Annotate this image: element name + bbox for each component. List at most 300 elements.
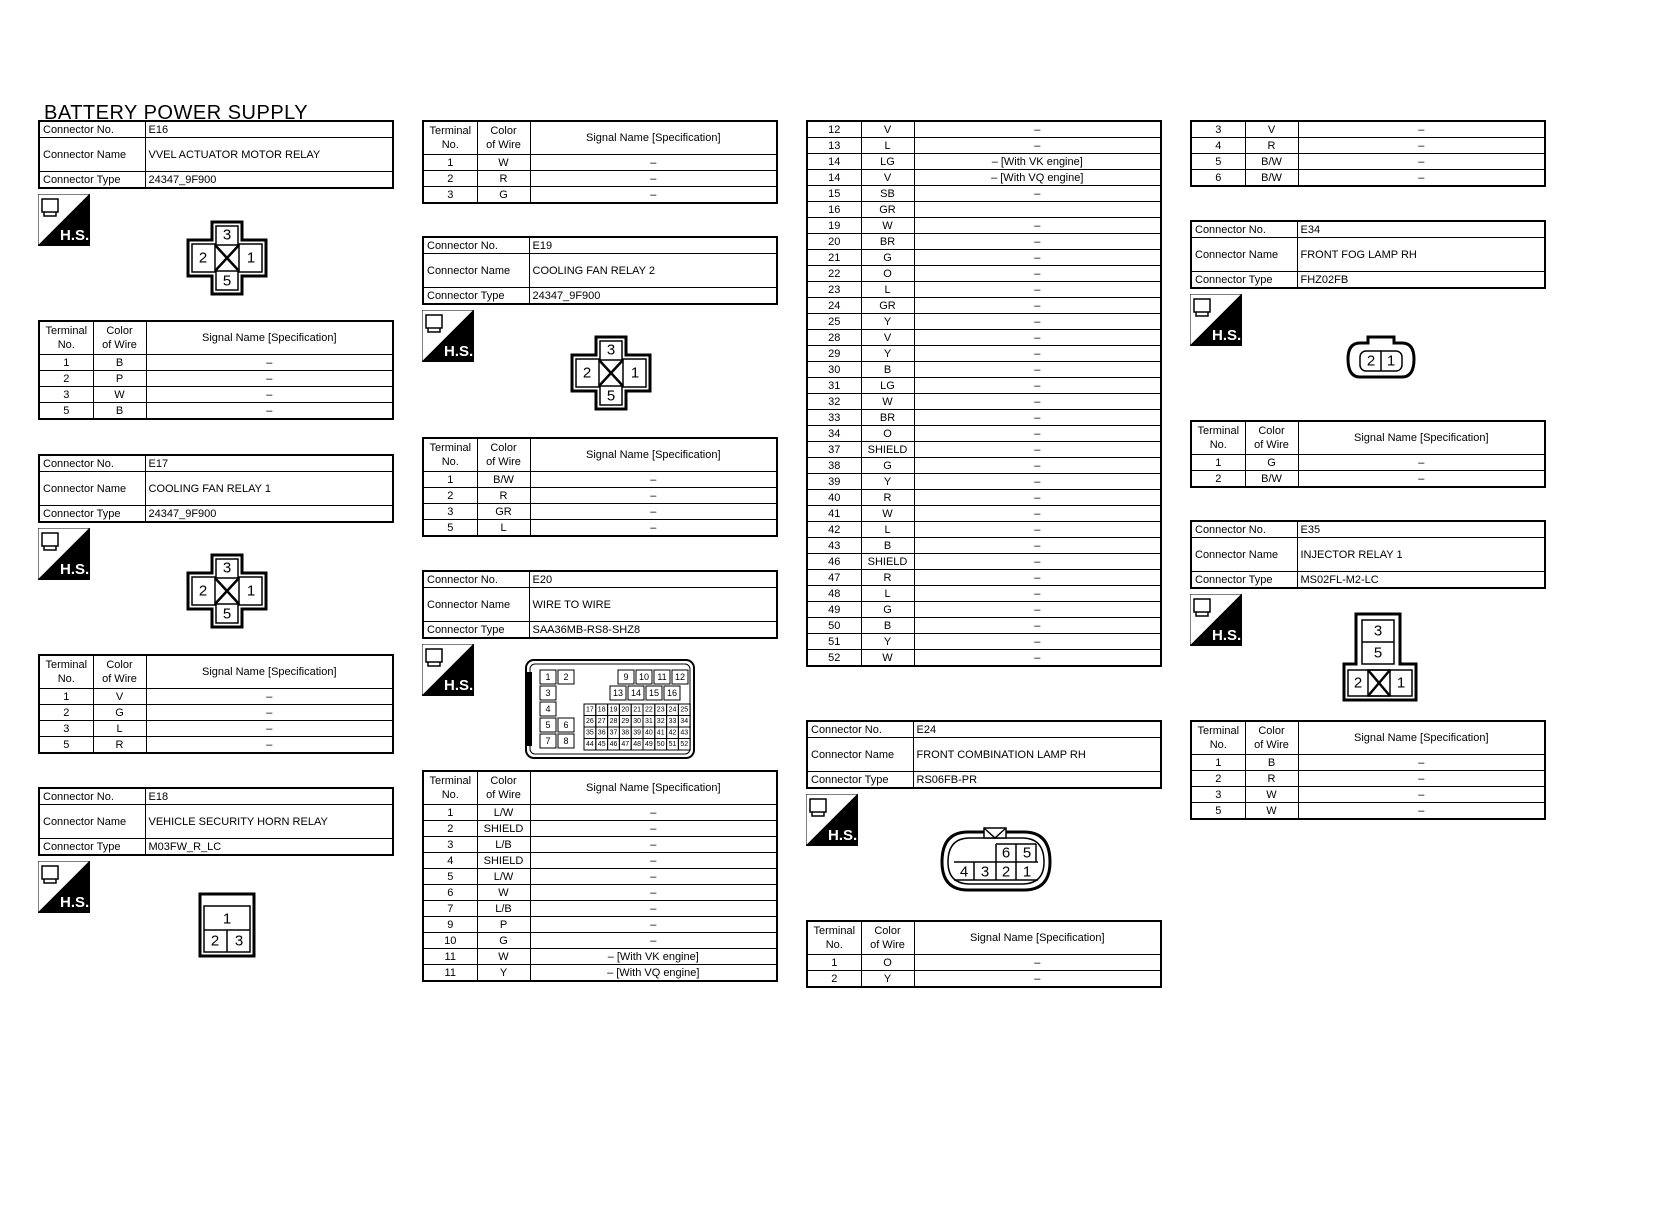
harness-side-icon	[1190, 594, 1242, 646]
harness-side-icon	[38, 528, 90, 580]
wire-color: B/W	[1261, 171, 1282, 184]
table-row	[807, 170, 1161, 186]
table-row	[423, 949, 777, 965]
signal-header: Signal Name [Specification]	[585, 449, 721, 461]
signal-name: –	[1034, 251, 1041, 264]
color-header-2: of Wire	[1254, 439, 1289, 451]
pin-label: 5	[1022, 844, 1032, 862]
terminal-no: 43	[828, 539, 841, 552]
table-row	[423, 488, 777, 504]
terminal-no: 21	[828, 251, 841, 264]
pin-label: 23	[656, 706, 665, 714]
table-row	[807, 955, 1161, 971]
harness-side-icon	[422, 644, 474, 696]
table-row	[807, 346, 1161, 362]
connector-face	[198, 892, 256, 958]
hs-label: H.S.	[1212, 627, 1242, 644]
signal-header: Signal Name [Specification]	[201, 332, 337, 344]
connector-name-value: FRONT FOG LAMP RH	[1300, 248, 1417, 261]
table-row	[807, 442, 1161, 458]
terminal-no: 3	[447, 838, 454, 851]
signal-name: –	[1034, 187, 1041, 200]
pin-label: 32	[656, 717, 665, 725]
signal-header: Signal Name [Specification]	[1353, 732, 1489, 744]
wire-color: O	[883, 427, 892, 440]
connector-type-label: Connector Type	[811, 773, 889, 786]
terminal-no: 42	[828, 523, 841, 536]
table-row	[1191, 803, 1545, 820]
terminal-no: 1	[447, 806, 454, 819]
table-row	[423, 187, 777, 204]
signal-name: –	[1034, 235, 1041, 248]
pin-label: 1	[222, 910, 232, 928]
connector-no-label: Connector No.	[1195, 523, 1266, 536]
table-row	[39, 721, 393, 737]
pin-label: 21	[633, 706, 641, 714]
wire-color: L	[500, 521, 507, 534]
signal-name: –	[1418, 472, 1425, 485]
wire-color: L/W	[493, 870, 514, 883]
pin-label: 3	[980, 863, 990, 881]
connector-type-label: Connector Type	[427, 623, 505, 636]
connector-type-value: FHZ02FB	[1300, 273, 1349, 286]
wire-color: Y	[883, 315, 892, 328]
connector-name-value: WIRE TO WIRE	[532, 598, 611, 611]
terminal-no: 5	[447, 870, 454, 883]
signal-name: –	[1034, 571, 1041, 584]
connector-face	[1340, 612, 1420, 702]
signal-name: –	[266, 738, 273, 751]
table-row	[423, 155, 777, 171]
pin-label: 25	[680, 706, 689, 714]
connector-e24-diagram	[940, 826, 1052, 897]
color-header-2: of Wire	[102, 339, 137, 351]
color-header-2: of Wire	[102, 673, 137, 685]
pin-label: 8	[563, 736, 569, 746]
signal-name: –	[1418, 772, 1425, 785]
terminal-header-2: No.	[57, 339, 75, 351]
wire-color: B	[883, 619, 892, 632]
table-row	[807, 234, 1161, 250]
connector-name-label: Connector Name	[427, 598, 511, 611]
terminal-no: 14	[828, 171, 841, 184]
table-row	[423, 805, 777, 821]
table-row	[423, 853, 777, 869]
terminal-table	[1190, 720, 1546, 820]
table-row	[39, 403, 393, 420]
table-row	[423, 869, 777, 885]
pin-label: 6	[1001, 844, 1011, 862]
table-row	[807, 522, 1161, 538]
terminal-no: 24	[828, 299, 841, 312]
pin-label: 29	[621, 717, 630, 725]
harness-side-icon	[806, 794, 858, 846]
connector-type-value: M03FW_R_LC	[148, 840, 222, 853]
signal-header: Signal Name [Specification]	[585, 132, 721, 144]
signal-name: –	[266, 388, 273, 401]
connector-info-table	[806, 720, 1162, 789]
terminal-no: 10	[444, 934, 457, 947]
terminal-table	[806, 920, 1162, 988]
wire-color: B	[115, 356, 124, 369]
wire-color: Y	[499, 966, 508, 979]
pin-label: 27	[597, 717, 606, 725]
signal-name: –	[1418, 788, 1425, 801]
terminal-table	[422, 120, 778, 204]
table-row	[423, 917, 777, 933]
color-header: Color	[106, 325, 133, 337]
connector-type-value: 24347_9F900	[148, 507, 217, 520]
wire-color: SHIELD	[867, 555, 908, 568]
table-row	[807, 586, 1161, 602]
wire-color: V	[115, 690, 124, 703]
table-row	[39, 355, 393, 371]
wire-color: R	[883, 571, 892, 584]
connector-e16-diagram	[186, 220, 268, 301]
terminal-no: 2	[447, 822, 454, 835]
signal-name: –	[266, 690, 273, 703]
wire-color: V	[883, 331, 892, 344]
hs-label: H.S.	[444, 343, 474, 360]
connector-type-value: 24347_9F900	[148, 173, 217, 186]
wire-color: B/W	[1261, 472, 1282, 485]
wire-color: W	[498, 156, 509, 169]
connector-face	[1346, 335, 1416, 381]
wire-color: L	[116, 722, 123, 735]
pin-label: 24	[668, 706, 677, 714]
pin-label: 31	[645, 717, 653, 725]
terminal-no: 47	[828, 571, 841, 584]
connector-name-value: COOLING FAN RELAY 1	[148, 482, 271, 495]
wire-color: SB	[880, 187, 895, 200]
connector-e24-terminals	[806, 920, 1162, 988]
terminal-no: 6	[447, 886, 454, 899]
harness-side-icon	[1190, 294, 1242, 346]
table-row	[807, 410, 1161, 426]
pin-label: 22	[645, 706, 653, 714]
connector-type-value: RS06FB-PR	[916, 773, 978, 786]
signal-name: –	[1034, 972, 1041, 985]
signal-name: –	[650, 854, 657, 867]
terminal-no: 3	[447, 188, 454, 201]
signal-name: –	[1034, 283, 1041, 296]
table-row	[807, 634, 1161, 650]
connector-info-table	[422, 236, 778, 305]
terminal-header-2: No.	[441, 139, 459, 151]
table-row	[1191, 787, 1545, 803]
connector-no-label: Connector No.	[43, 123, 114, 136]
connector-no-value: E18	[148, 790, 169, 803]
terminal-no: 2	[1215, 772, 1222, 785]
pin-label: 3	[222, 559, 232, 577]
signal-name: –	[650, 521, 657, 534]
terminal-no: 2	[447, 172, 454, 185]
harness-side-icon	[38, 861, 90, 913]
table-row	[807, 490, 1161, 506]
table-row	[1191, 170, 1545, 187]
pin-label: 37	[609, 729, 618, 737]
signal-name: –	[650, 918, 657, 931]
table-row	[807, 330, 1161, 346]
wire-color: R	[499, 489, 508, 502]
signal-name: –	[650, 934, 657, 947]
wire-color: W	[498, 886, 509, 899]
pin-label: 52	[680, 740, 689, 748]
terminal-no: 1	[63, 356, 70, 369]
table-row	[423, 504, 777, 520]
color-header-2: of Wire	[486, 789, 521, 801]
table-row	[423, 837, 777, 853]
pin-label: 6	[563, 720, 569, 730]
table-row	[1191, 771, 1545, 787]
wire-color: W	[882, 651, 893, 664]
signal-name: –	[1034, 635, 1041, 648]
connector-name-label: Connector Name	[43, 148, 127, 161]
terminal-no: 1	[831, 956, 838, 969]
terminal-header-2: No.	[57, 673, 75, 685]
wire-color: G	[883, 251, 892, 264]
pin-label: 50	[656, 740, 665, 748]
terminal-no: 23	[828, 283, 841, 296]
pin-label: 51	[668, 740, 677, 748]
pin-label: 3	[606, 341, 616, 359]
terminal-no: 14	[828, 155, 841, 168]
terminal-header: Terminal	[429, 442, 472, 454]
wire-color: R	[883, 491, 892, 504]
connector-type-label: Connector Type	[43, 840, 121, 853]
table-row	[807, 282, 1161, 298]
signal-name: – [With VK engine]	[991, 155, 1083, 168]
connector-type-label: Connector Type	[427, 289, 505, 302]
signal-name: –	[1034, 587, 1041, 600]
color-header: Color	[490, 775, 517, 787]
pin-label: 13	[612, 688, 624, 698]
table-row	[807, 218, 1161, 234]
terminal-no: 5	[1215, 155, 1222, 168]
pin-label: 40	[645, 729, 653, 737]
pin-label: 9	[623, 672, 629, 682]
table-row	[39, 705, 393, 721]
signal-name: –	[650, 172, 657, 185]
connector-type-label: Connector Type	[43, 173, 121, 186]
terminal-header-2: No.	[441, 456, 459, 468]
terminal-no: 16	[828, 203, 841, 216]
terminal-no: 3	[447, 505, 454, 518]
signal-name: –	[1034, 395, 1041, 408]
connector-face	[940, 826, 1052, 892]
terminal-table-continued	[1190, 120, 1546, 187]
wire-color: BR	[879, 235, 896, 248]
signal-name: –	[650, 870, 657, 883]
terminal-header: Terminal	[45, 659, 88, 671]
connector-type-label: Connector Type	[1195, 273, 1273, 286]
connector-no-value: E17	[148, 457, 169, 470]
color-header: Color	[1258, 425, 1285, 437]
wire-color: GR	[879, 299, 896, 312]
wire-color: Y	[883, 972, 892, 985]
pin-label: 5	[222, 605, 232, 623]
pin-label: 3	[545, 688, 551, 698]
signal-name: –	[1034, 315, 1041, 328]
connector-e17-terminals	[38, 654, 394, 754]
terminal-no: 15	[828, 187, 841, 200]
connector-e19-terminals	[422, 437, 778, 537]
signal-name: –	[1418, 171, 1425, 184]
signal-name: –	[1034, 267, 1041, 280]
pin-label: 49	[645, 740, 653, 748]
pin-label: 45	[597, 740, 606, 748]
terminal-no: 2	[447, 489, 454, 502]
connector-name-label: Connector Name	[1195, 248, 1279, 261]
wire-color: P	[499, 918, 508, 931]
connector-e18-info	[38, 787, 394, 856]
connector-e18-terminals	[422, 120, 778, 204]
connector-type-value: MS02FL-M2-LC	[1300, 573, 1379, 586]
terminal-no: 46	[828, 555, 841, 568]
terminal-no: 1	[447, 156, 454, 169]
signal-name: –	[1034, 123, 1041, 136]
connector-name-value: FRONT COMBINATION LAMP RH	[916, 748, 1086, 761]
pin-label: 1	[1396, 674, 1406, 692]
pin-label: 1	[246, 249, 256, 267]
wire-color: Y	[883, 635, 892, 648]
pin-label: 7	[545, 736, 551, 746]
signal-name: –	[1034, 347, 1041, 360]
pin-label: 3	[222, 226, 232, 244]
signal-name: –	[1034, 427, 1041, 440]
terminal-no: 1	[447, 473, 454, 486]
hs-label: H.S.	[444, 677, 474, 694]
connector-e34-diagram	[1346, 335, 1416, 386]
wire-color: G	[883, 459, 892, 472]
connector-name-label: Connector Name	[43, 482, 127, 495]
terminal-no: 5	[63, 404, 70, 417]
wire-color: Y	[883, 475, 892, 488]
pin-label: 2	[563, 672, 569, 682]
wire-color: B/W	[1261, 155, 1282, 168]
signal-name: – [With VK engine]	[607, 950, 699, 963]
connector-e35-terminals	[1190, 720, 1546, 820]
terminal-header: Terminal	[429, 775, 472, 787]
signal-name: –	[650, 505, 657, 518]
wire-color: W	[882, 395, 893, 408]
color-header: Color	[874, 925, 901, 937]
signal-name: –	[1034, 507, 1041, 520]
table-row	[39, 387, 393, 403]
wire-color: SHIELD	[867, 443, 908, 456]
pin-label: 20	[621, 706, 630, 714]
signal-name: –	[1034, 139, 1041, 152]
connector-info-table	[38, 787, 394, 856]
wire-color: W	[1266, 788, 1277, 801]
wire-color: L	[884, 523, 891, 536]
table-row	[807, 394, 1161, 410]
wire-color: L	[884, 587, 891, 600]
terminal-table	[422, 770, 778, 982]
connector-info-table	[38, 120, 394, 189]
signal-name: –	[650, 838, 657, 851]
pin-label: 2	[198, 582, 208, 600]
connector-e35-info	[1190, 520, 1546, 589]
connector-e16-terminals	[38, 320, 394, 420]
table-row	[807, 570, 1161, 586]
terminal-no: 30	[828, 363, 841, 376]
signal-header: Signal Name [Specification]	[201, 666, 337, 678]
signal-name: –	[1034, 379, 1041, 392]
connector-type-value: SAA36MB-RS8-SHZ8	[532, 623, 641, 636]
pin-label: 5	[606, 387, 616, 405]
table-row	[1191, 121, 1545, 138]
table-row	[807, 971, 1161, 988]
wire-color: W	[1266, 804, 1277, 817]
terminal-no: 1	[1215, 756, 1222, 769]
table-row	[1191, 154, 1545, 170]
pin-label: 15	[648, 688, 660, 698]
terminal-header: Terminal	[429, 125, 472, 137]
terminal-no: 50	[828, 619, 841, 632]
wire-color: B	[115, 404, 124, 417]
color-header: Color	[490, 442, 517, 454]
table-row	[807, 602, 1161, 618]
pin-label: 5	[1373, 644, 1383, 662]
terminal-no: 2	[1215, 472, 1222, 485]
connector-name-label: Connector Name	[427, 264, 511, 277]
pin-label: 4	[545, 704, 551, 714]
pin-label: 2	[210, 932, 220, 950]
terminal-no: 33	[828, 411, 841, 424]
pin-label: 26	[586, 717, 594, 725]
terminal-no: 6	[1215, 171, 1222, 184]
wire-color: W	[114, 388, 125, 401]
connector-info-table	[38, 454, 394, 523]
pin-label: 3	[1373, 622, 1383, 640]
pin-label: 10	[638, 672, 650, 682]
page-title: BATTERY POWER SUPPLY	[44, 102, 309, 124]
terminal-no: 1	[1215, 456, 1222, 469]
table-row	[807, 618, 1161, 634]
signal-name: –	[1034, 299, 1041, 312]
connector-type-value: 24347_9F900	[532, 289, 601, 302]
connector-e20-info	[422, 570, 778, 639]
connector-no-label: Connector No.	[427, 573, 498, 586]
terminal-no: 1	[63, 690, 70, 703]
color-header: Color	[490, 125, 517, 137]
terminal-no: 51	[828, 635, 841, 648]
pin-label: 3	[234, 932, 244, 950]
wire-color: O	[883, 956, 892, 969]
connector-type-label: Connector Type	[43, 507, 121, 520]
table-row	[423, 520, 777, 537]
table-row	[807, 298, 1161, 314]
terminal-no: 49	[828, 603, 841, 616]
connector-face	[186, 220, 268, 296]
connector-e17-info	[38, 454, 394, 523]
pin-label: 5	[222, 272, 232, 290]
table-row	[807, 138, 1161, 154]
terminal-no: 28	[828, 331, 841, 344]
signal-name: –	[650, 886, 657, 899]
terminal-no: 29	[828, 347, 841, 360]
table-row	[807, 506, 1161, 522]
signal-name: –	[1034, 219, 1041, 232]
signal-name: –	[1418, 139, 1425, 152]
connector-e18-diagram	[198, 892, 256, 963]
connector-no-value: E34	[1300, 223, 1321, 236]
terminal-table	[1190, 420, 1546, 488]
wire-color: G	[115, 706, 124, 719]
table-row	[1191, 471, 1545, 488]
wire-color: B	[1267, 756, 1276, 769]
